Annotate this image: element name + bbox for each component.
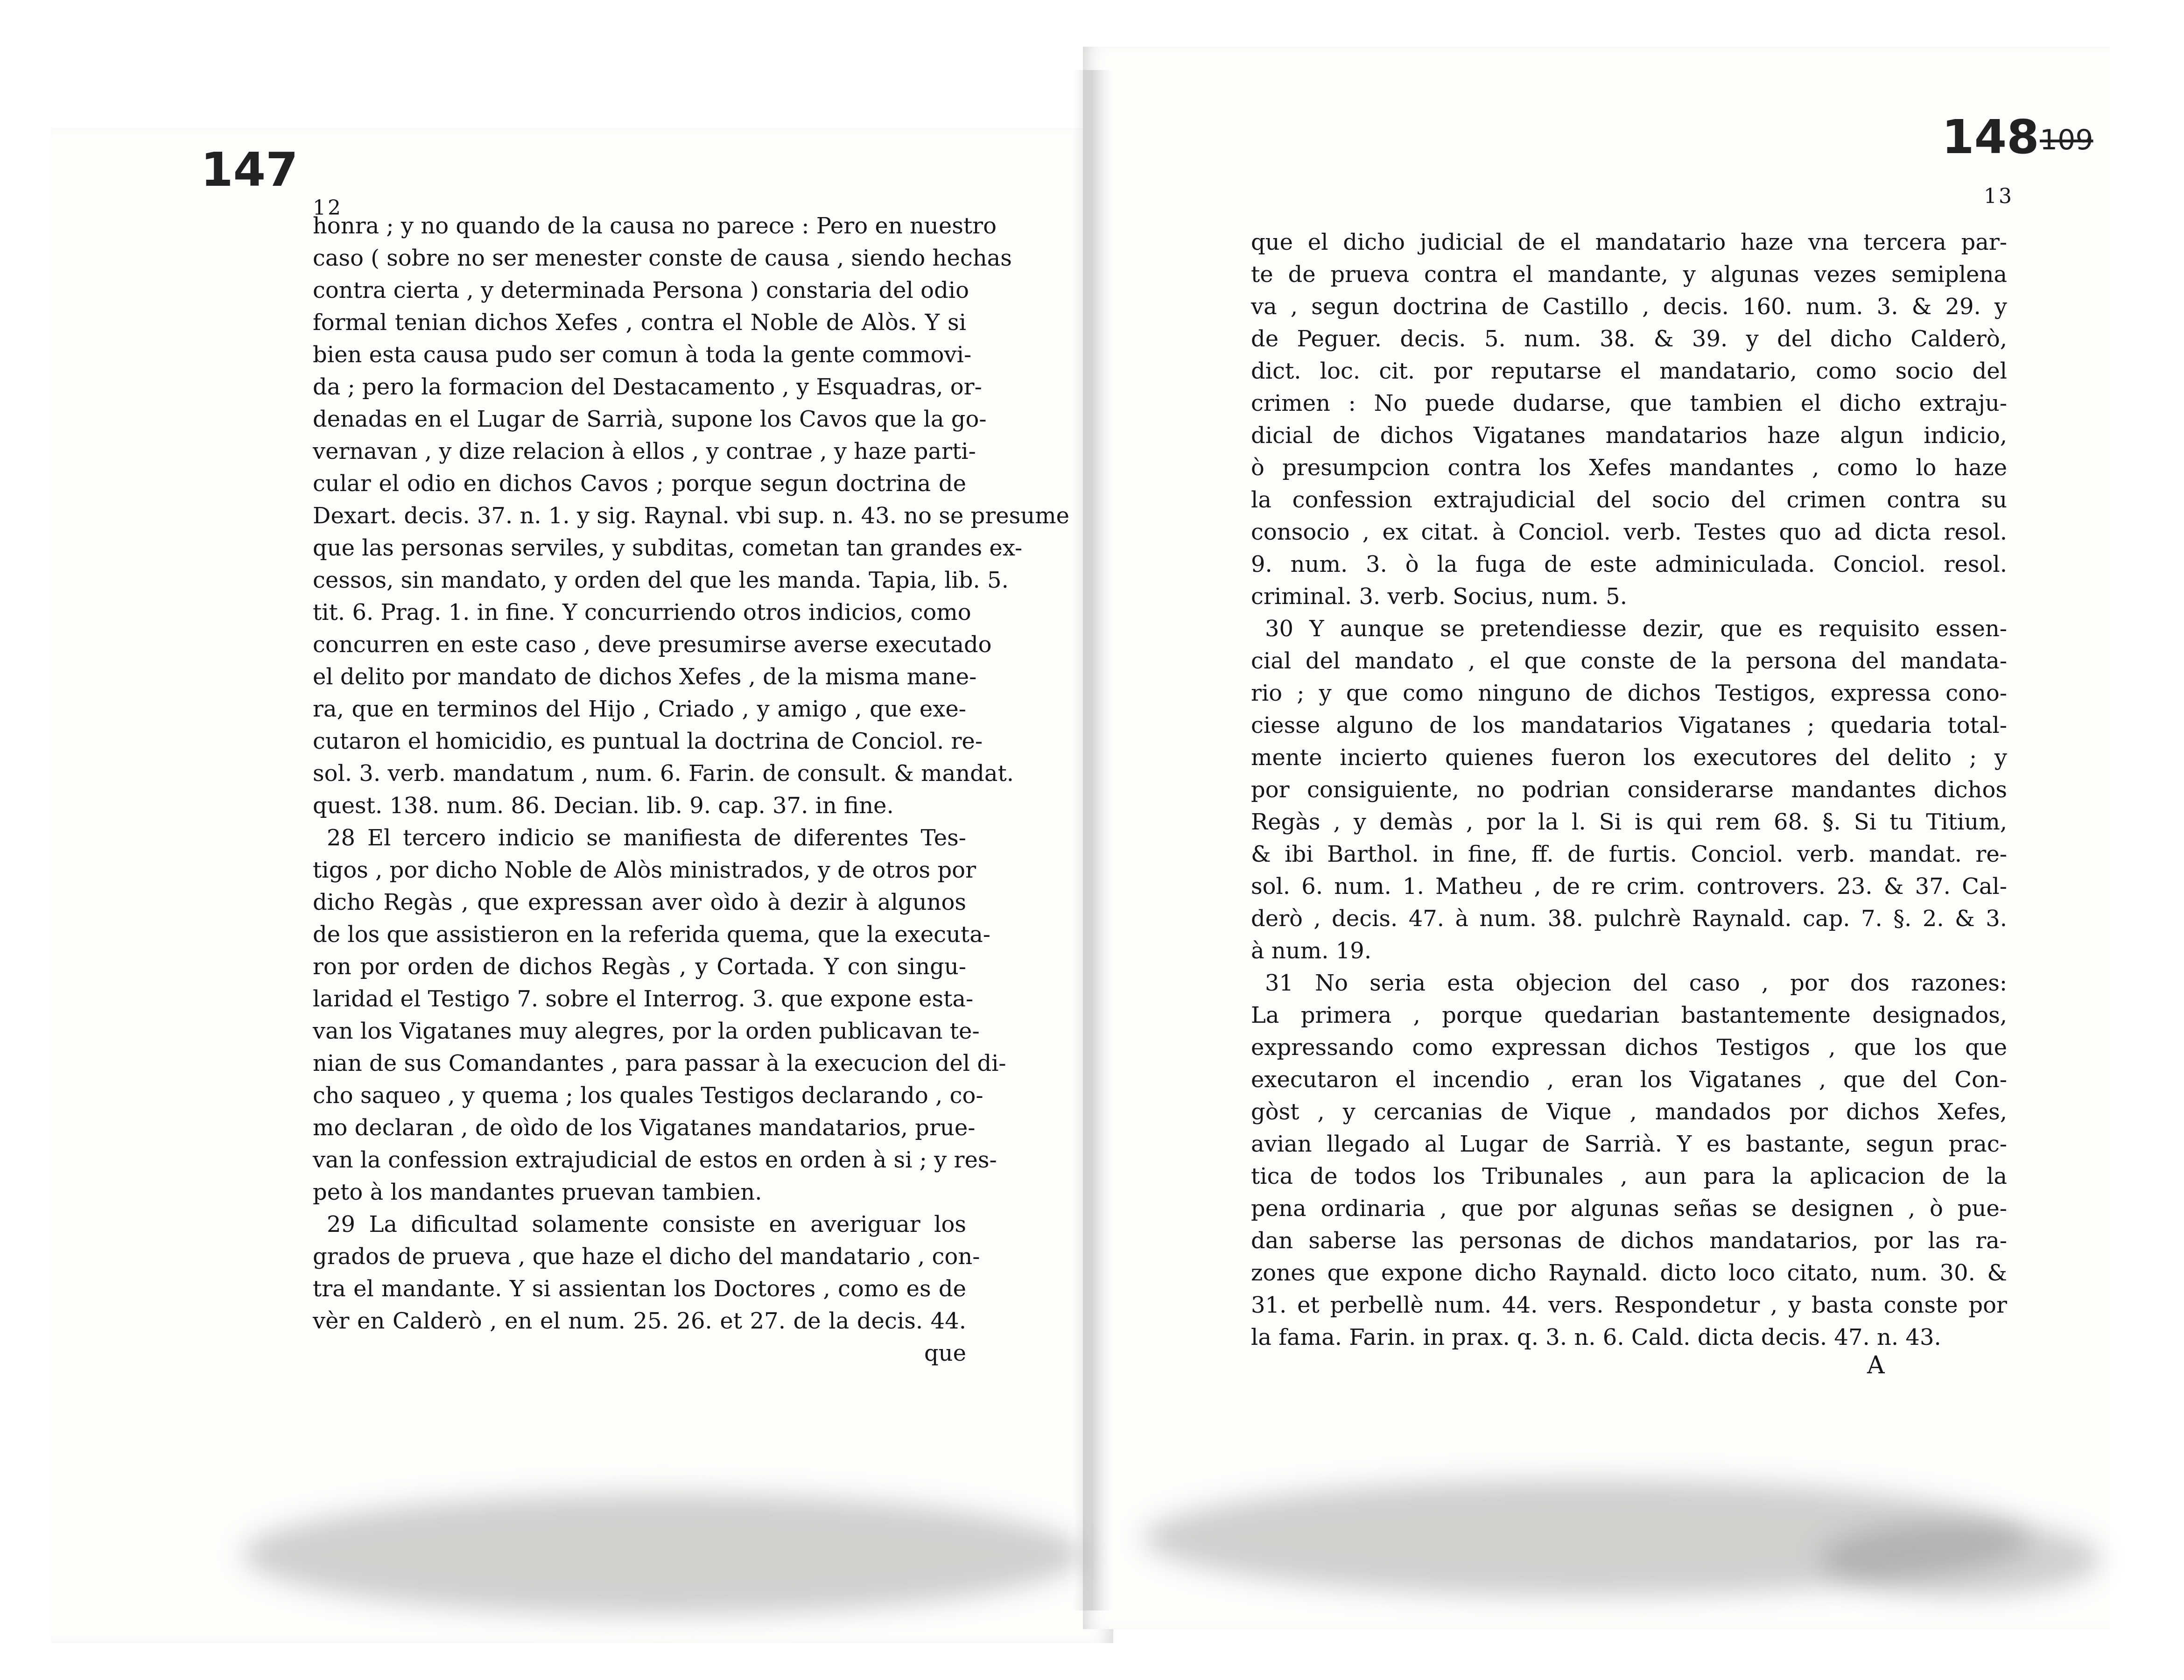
- text-line: 9. num. 3. ò la fuga de este adminiculada. Conciol. resol.: [1251, 551, 2007, 577]
- right-folio-struck: 109: [2040, 124, 2093, 156]
- text-line: peto à los mandantes pruevan tambien.: [313, 1179, 762, 1205]
- text-line: van la confession extrajudicial de estos en orden à si ; y res-: [313, 1147, 997, 1173]
- text-line: Regàs , y demàs , por la l. Si is qui rem 68. §. Si tu Titium,: [1251, 809, 2007, 835]
- text-line: la confession extrajudicial del socio del crimen contra su: [1251, 487, 2007, 513]
- text-line: bien esta causa pudo ser comun à toda la gente commovi-: [313, 342, 972, 368]
- text-line: honra ; y no quando de la causa no parece : Pero en nuestro: [313, 213, 997, 239]
- text-line: van los Vigatanes muy alegres, por la orden publicavan te-: [313, 1018, 980, 1044]
- book-gutter: [1074, 70, 1111, 1610]
- text-line: que el dicho judicial de el mandatario haze vna tercera par-: [1251, 229, 2007, 255]
- text-line: concurren en este caso , deve presumirse averse executado: [313, 632, 992, 658]
- text-line: La primera , porque quedarian bastantemente designados,: [1251, 1002, 2007, 1028]
- text-line: cessos, sin mandato, y orden del que les manda. Tapia, lib. 5.: [313, 567, 1009, 593]
- text-line: cutaron el homicidio, es puntual la doctrina de Conciol. re-: [313, 728, 983, 754]
- text-line: zones que expone dicho Raynald. dicto loco citato, num. 30. &: [1251, 1260, 2007, 1286]
- text-line: vèr en Calderò , en el num. 25. 26. et 27. de la decis. 44.: [313, 1308, 966, 1334]
- text-line: expressando como expressan dichos Testigos , que los que: [1251, 1034, 2007, 1061]
- text-line: mente incierto quienes fueron los executores del delito ; y: [1251, 745, 2007, 771]
- right-folio-number: 148: [1942, 110, 2039, 164]
- text-line: gòst , y cercanias de Vique , mandados por dichos Xefes,: [1251, 1099, 2007, 1125]
- text-line: da ; pero la formacion del Destacamento , y Esquadras, or-: [313, 374, 982, 400]
- text-line: tra el mandante. Y si assientan los Doctores , como es de: [313, 1276, 966, 1302]
- text-line: dicial de dichos Vigatanes mandatarios haze algun indicio,: [1251, 422, 2007, 449]
- text-line: de los que assistieron en la referida quema, que la executa-: [313, 921, 991, 948]
- text-line: cial del mandato , el que conste de la persona del mandata-: [1251, 648, 2007, 674]
- text-line: el delito por mandato de dichos Xefes , de la misma mane-: [313, 664, 977, 690]
- text-line: sol. 6. num. 1. Matheu , de re crim. controvers. 23. & 37. Cal-: [1251, 873, 2007, 900]
- text-line: ciesse alguno de los mandatarios Vigatanes ; quedaria total-: [1251, 712, 2007, 738]
- text-line: que las personas serviles, y subditas, cometan tan grandes ex-: [313, 535, 1023, 561]
- right-page-number: 13: [1984, 184, 2014, 208]
- text-line: tica de todos los Tribunales , aun para la aplicacion de la: [1251, 1163, 2007, 1189]
- signature-mark: A: [1867, 1351, 1887, 1379]
- text-line: dan saberse las personas de dichos mandatarios, por las ra-: [1251, 1228, 2007, 1254]
- left-folio-number: 147: [201, 142, 298, 197]
- text-line: vernavan , y dize relacion à ellos , y contrae , y haze parti-: [313, 438, 976, 464]
- text-line: & ibi Barthol. in fine, ff. de furtis. Conciol. verb. mandat. re-: [1251, 841, 2007, 867]
- text-line: va , segun doctrina de Castillo , decis. 160. num. 3. & 29. y: [1251, 294, 2007, 320]
- text-line: 30 Y aunque se pretendiesse dezir, que es requisito essen-: [1265, 616, 2007, 642]
- text-line: pena ordinaria , que por algunas señas se designen , ò pue-: [1251, 1195, 2007, 1222]
- text-line: quest. 138. num. 86. Decian. lib. 9. cap. 37. in fine.: [313, 793, 894, 819]
- water-stain: [1820, 1522, 2100, 1596]
- text-line: 28 El tercero indicio se manifiesta de diferentes Tes-: [327, 825, 966, 851]
- text-line: denadas en el Lugar de Sarrià, supone los Cavos que la go-: [313, 406, 987, 432]
- text-line: criminal. 3. verb. Socius, num. 5.: [1251, 583, 1627, 610]
- text-line: 31 No seria esta objecion del caso , por dos razones:: [1265, 970, 2007, 996]
- text-line: grados de prueva , que haze el dicho del mandatario , con-: [313, 1244, 980, 1270]
- text-line: derò , decis. 47. à num. 38. pulchrè Raynald. cap. 7. §. 2. & 3.: [1251, 906, 2007, 932]
- text-line: executaron el incendio , eran los Vigatanes , que del Con-: [1251, 1067, 2007, 1093]
- text-line: ò presumpcion contra los Xefes mandantes , como lo haze: [1251, 455, 2007, 481]
- text-line: rio ; y que como ninguno de dichos Testigos, expressa cono-: [1251, 680, 2007, 706]
- text-line: tit. 6. Prag. 1. in fine. Y concurriendo otros indicios, como: [313, 599, 971, 626]
- text-line: 29 La dificultad solamente consiste en averiguar los: [327, 1211, 966, 1237]
- left-page-number: 12: [313, 196, 343, 220]
- text-line: cular el odio en dichos Cavos ; porque segun doctrina de: [313, 471, 966, 497]
- text-line: ra, que en terminos del Hijo , Criado , y amigo , que exe-: [313, 696, 966, 722]
- text-line: avian llegado al Lugar de Sarrià. Y es bastante, segun prac-: [1251, 1131, 2007, 1157]
- text-line: cho saqueo , y quema ; los quales Testigos declarando , co-: [313, 1083, 983, 1109]
- text-line: à num. 19.: [1251, 938, 1372, 964]
- water-stain: [243, 1494, 1083, 1615]
- text-line: 31. et perbellè num. 44. vers. Respondetur , y basta conste por: [1251, 1292, 2007, 1318]
- text-line: ron por orden de dichos Regàs , y Cortada. Y con singu-: [313, 954, 966, 980]
- text-line: formal tenian dichos Xefes , contra el Noble de Alòs. Y si: [313, 309, 966, 336]
- text-line: caso ( sobre no ser menester conste de causa , siendo hechas: [313, 245, 1012, 271]
- text-line: consocio , ex citat. à Conciol. verb. Testes quo ad dicta resol.: [1251, 519, 2007, 545]
- text-line: de Peguer. decis. 5. num. 38. & 39. y del dicho Calderò,: [1251, 326, 2007, 352]
- text-line: te de prueva contra el mandante, y algunas vezes semiplena: [1251, 261, 2007, 288]
- left-text-column: [313, 210, 1070, 1370]
- text-line: sol. 3. verb. mandatum , num. 6. Farin. de consult. & mandat.: [313, 760, 1014, 787]
- text-line: la fama. Farin. in prax. q. 3. n. 6. Cald. dicta decis. 47. n. 43.: [1251, 1324, 1941, 1350]
- text-line: contra cierta , y determinada Persona ) constaria del odio: [313, 277, 969, 303]
- text-line: crimen : No puede dudarse, que tambien el dicho extraju-: [1251, 390, 2007, 416]
- text-line: por consiguiente, no podrian considerarse mandantes dichos: [1251, 777, 2007, 803]
- text-line: tigos , por dicho Noble de Alòs ministrados, y de otros por: [313, 857, 976, 883]
- text-line: que: [924, 1340, 966, 1366]
- text-line: dict. loc. cit. por reputarse el mandatario, como socio del: [1251, 358, 2007, 384]
- text-line: dicho Regàs , que expressan aver oìdo à dezir à algunos: [313, 889, 966, 915]
- text-line: laridad el Testigo 7. sobre el Interrog. 3. que expone esta-: [313, 986, 974, 1012]
- text-line: nian de sus Comandantes , para passar à la execucion del di-: [313, 1050, 1006, 1076]
- right-text-column: [1251, 226, 2007, 1354]
- text-line: Dexart. decis. 37. n. 1. y sig. Raynal. vbi sup. n. 43. no se presume: [313, 503, 1070, 529]
- text-line: mo declaran , de oìdo de los Vigatanes mandatarios, prue-: [313, 1115, 976, 1141]
